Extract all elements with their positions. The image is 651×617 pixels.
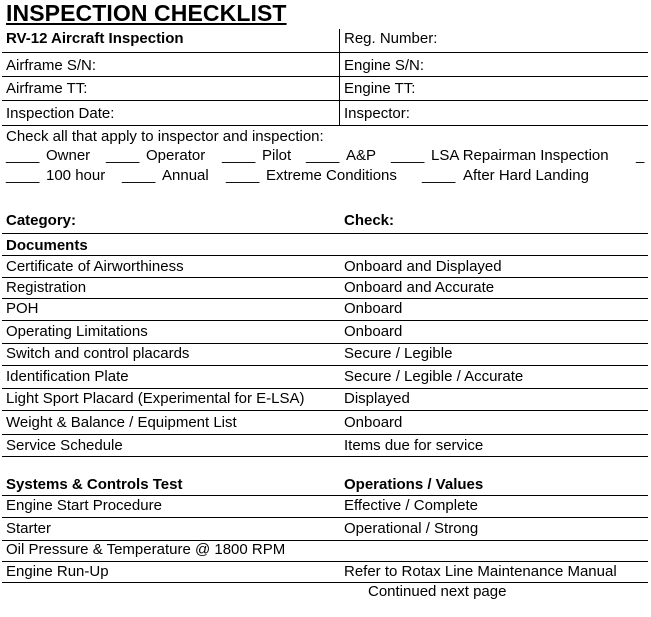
airframe-tt-field[interactable]: Airframe TT: xyxy=(6,80,88,97)
aircraft-heading: RV-12 Aircraft Inspection xyxy=(6,30,184,47)
engine-tt-field[interactable]: Engine TT: xyxy=(344,80,416,97)
table-rule xyxy=(2,517,648,518)
systems-item: Engine Run-Up xyxy=(6,563,109,580)
document-check: Displayed xyxy=(344,390,410,407)
header-rule xyxy=(2,76,648,77)
document-item: Light Sport Placard (Experimental for E-LSA) xyxy=(6,390,305,407)
airframe-sn-field[interactable]: Airframe S/N: xyxy=(6,57,97,74)
document-check: Secure / Legible / Accurate xyxy=(344,368,524,385)
pilot-option: Pilot xyxy=(262,147,292,164)
table-rule xyxy=(2,255,648,256)
table-rule xyxy=(2,320,648,321)
table-rule xyxy=(2,298,648,299)
document-check: Onboard xyxy=(344,323,403,340)
systems-check: Effective / Complete xyxy=(344,497,478,514)
document-item: Registration xyxy=(6,279,87,296)
document-item: Weight & Balance / Equipment List xyxy=(6,414,237,431)
page-title: INSPECTION CHECKLIST xyxy=(6,0,287,26)
annual-option: Annual xyxy=(162,167,209,184)
inspection-date-field[interactable]: Inspection Date: xyxy=(6,105,115,122)
document-check: Items due for service xyxy=(344,437,484,454)
table-rule xyxy=(2,233,648,234)
document-check: Onboard xyxy=(344,300,403,317)
table-rule xyxy=(2,365,648,366)
pilot-blank[interactable]: ____ xyxy=(222,147,256,164)
systems-item: Engine Start Procedure xyxy=(6,497,162,514)
header-divider xyxy=(339,29,340,125)
document-check: Onboard and Displayed xyxy=(344,258,502,275)
systems-item: Oil Pressure & Temperature @ 1800 RPM xyxy=(6,541,286,558)
trailing-blank[interactable]: _ xyxy=(636,147,645,164)
table-rule xyxy=(2,343,648,344)
annual-blank[interactable]: ____ xyxy=(122,167,156,184)
systems-check: Operational / Strong xyxy=(344,520,479,537)
document-item: Certificate of Airworthiness xyxy=(6,258,184,275)
hard-landing-option: After Hard Landing xyxy=(463,167,589,184)
operator-blank[interactable]: ____ xyxy=(106,147,140,164)
owner-blank[interactable]: ____ xyxy=(6,147,40,164)
document-item: Service Schedule xyxy=(6,437,123,454)
reg-number-field[interactable]: Reg. Number: xyxy=(344,30,438,47)
table-rule xyxy=(2,277,648,278)
hard-landing-blank[interactable]: ____ xyxy=(422,167,456,184)
systems-check: Refer to Rotax Line Maintenance Manual xyxy=(344,563,617,580)
table-rule xyxy=(2,561,648,562)
extreme-conditions-blank[interactable]: ____ xyxy=(226,167,260,184)
systems-heading: Systems & Controls Test xyxy=(6,476,183,493)
lsa-repairman-blank[interactable]: ____ xyxy=(391,147,425,164)
table-rule xyxy=(2,410,648,411)
header-rule xyxy=(2,125,648,126)
inspector-field[interactable]: Inspector: xyxy=(344,105,410,122)
documents-heading: Documents xyxy=(6,237,88,254)
table-rule xyxy=(2,388,648,389)
table-rule xyxy=(2,434,648,435)
table-rule xyxy=(2,582,648,583)
table-rule xyxy=(2,495,648,496)
systems-check-heading: Operations / Values xyxy=(344,476,484,493)
owner-option: Owner xyxy=(46,147,91,164)
category-column-header: Category: xyxy=(6,212,77,229)
extreme-conditions-option: Extreme Conditions xyxy=(266,167,397,184)
engine-sn-field[interactable]: Engine S/N: xyxy=(344,57,425,74)
lsa-repairman-option: LSA Repairman Inspection xyxy=(431,147,609,164)
ap-option: A&P xyxy=(346,147,377,164)
document-check: Secure / Legible xyxy=(344,345,453,362)
ap-blank[interactable]: ____ xyxy=(306,147,340,164)
document-check: Onboard and Accurate xyxy=(344,279,495,296)
100-hour-option: 100 hour xyxy=(46,167,106,184)
header-rule xyxy=(2,52,648,53)
apply-prompt: Check all that apply to inspector and inspection: xyxy=(6,128,324,145)
table-rule xyxy=(2,456,648,457)
operator-option: Operator xyxy=(146,147,206,164)
header-rule xyxy=(2,100,648,101)
document-item: POH xyxy=(6,300,39,317)
100-hour-blank[interactable]: ____ xyxy=(6,167,40,184)
check-column-header: Check: xyxy=(344,212,395,229)
continued-note: Continued next page xyxy=(368,583,507,600)
document-item: Identification Plate xyxy=(6,368,129,385)
document-check: Onboard xyxy=(344,414,403,431)
systems-item: Starter xyxy=(6,520,52,537)
document-item: Switch and control placards xyxy=(6,345,190,362)
document-item: Operating Limitations xyxy=(6,323,148,340)
